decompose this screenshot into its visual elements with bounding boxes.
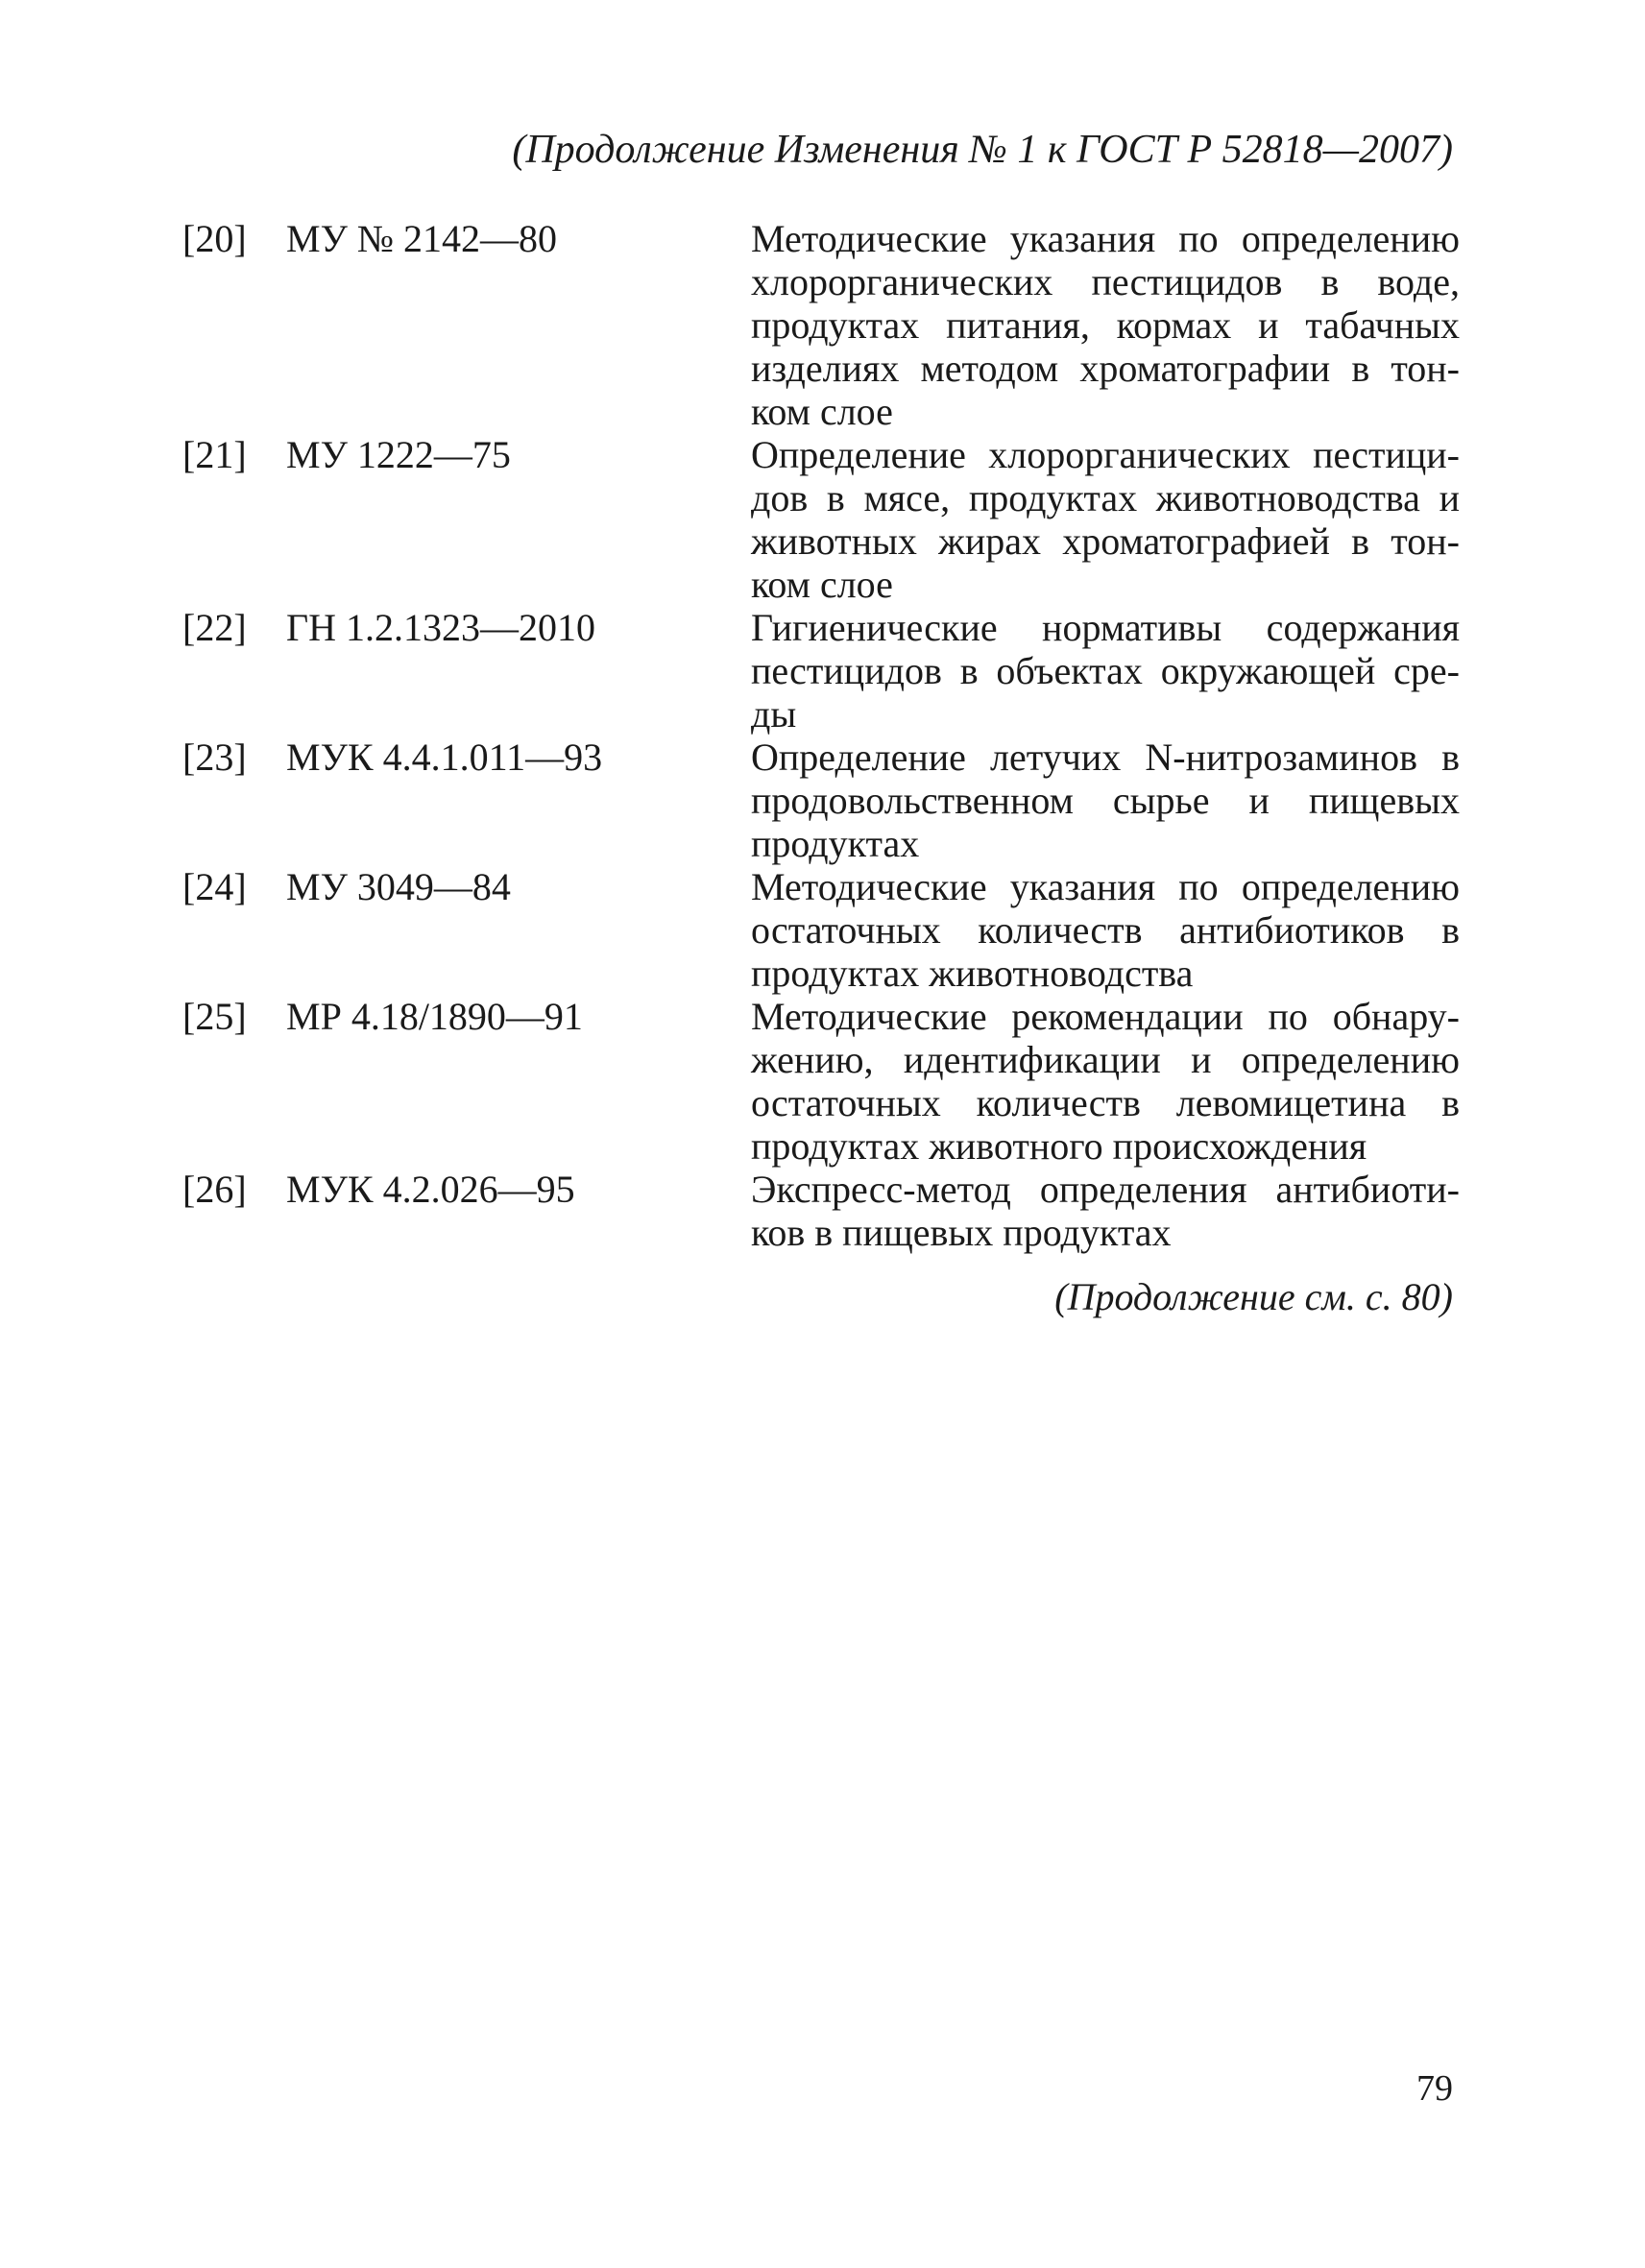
reference-description xyxy=(751,606,1460,736)
reference-number: [25] xyxy=(182,995,247,1038)
description-line: продуктах животноводства xyxy=(751,952,1194,995)
reference-number: [26] xyxy=(182,1168,247,1211)
description-line: жению, идентификации и определению xyxy=(751,1038,1460,1081)
reference-item-21 xyxy=(182,433,1460,606)
reference-list xyxy=(182,217,1460,1254)
description-line: Определение летучих N-нитрозаминов в xyxy=(751,736,1460,779)
reference-description xyxy=(751,736,1460,865)
description-line: Определение хлорорганических пестици- xyxy=(751,433,1460,476)
description-line: Экспресс-метод определения антибиоти- xyxy=(751,1168,1460,1211)
reference-code: МУК 4.2.026—95 xyxy=(286,1168,575,1211)
reference-number: [23] xyxy=(182,736,247,779)
description-line: пестицидов в объектах окружающей сре- xyxy=(751,649,1460,692)
description-line: ком слое xyxy=(751,563,893,606)
description-line: продуктах xyxy=(751,822,920,865)
reference-number: [22] xyxy=(182,606,247,649)
reference-code: МУ 3049—84 xyxy=(286,865,511,908)
page-header: (Продолжение Изменения № 1 к ГОСТ Р 52818—2007) xyxy=(512,128,1453,172)
reference-item-24 xyxy=(182,865,1460,995)
page-number: 79 xyxy=(1416,2068,1453,2109)
continuation-note: (Продолжение см. с. 80) xyxy=(1054,1275,1453,1318)
description-line: продовольственном сырье и пищевых xyxy=(751,779,1460,822)
reference-code: МУ 1222—75 xyxy=(286,433,511,476)
reference-item-23 xyxy=(182,736,1460,865)
description-line: остаточных количеств антибиотиков в xyxy=(751,908,1460,952)
reference-item-20 xyxy=(182,217,1460,433)
reference-code: МУ № 2142—80 xyxy=(286,217,558,260)
description-line: Методические указания по определению xyxy=(751,865,1460,908)
reference-description xyxy=(751,1168,1460,1254)
description-line: ков в пищевых продуктах xyxy=(751,1211,1172,1254)
description-line: ды xyxy=(751,692,797,736)
reference-item-22 xyxy=(182,606,1460,736)
description-line: Гигиенические нормативы содержания xyxy=(751,606,1460,649)
description-line: Методические рекомендации по обнару- xyxy=(751,995,1460,1038)
description-line: ком слое xyxy=(751,390,893,433)
reference-number: [21] xyxy=(182,433,247,476)
reference-description xyxy=(751,995,1460,1168)
reference-number: [24] xyxy=(182,865,247,908)
description-line: хлорорганических пестицидов в воде, xyxy=(751,260,1460,303)
reference-item-25 xyxy=(182,995,1460,1168)
description-line: дов в мясе, продуктах животноводства и xyxy=(751,476,1460,519)
reference-description xyxy=(751,865,1460,995)
reference-number: [20] xyxy=(182,217,247,260)
reference-description xyxy=(751,433,1460,606)
description-line: остаточных количеств левомицетина в xyxy=(751,1081,1460,1124)
reference-description xyxy=(751,217,1460,433)
description-line: изделиях методом хроматографии в тон- xyxy=(751,347,1460,390)
description-line: Методические указания по определению xyxy=(751,217,1460,260)
description-line: животных жирах хроматографией в тон- xyxy=(751,519,1460,563)
reference-item-26 xyxy=(182,1168,1460,1254)
reference-code: МР 4.18/1890—91 xyxy=(286,995,583,1038)
reference-code: ГН 1.2.1323—2010 xyxy=(286,606,596,649)
reference-code: МУК 4.4.1.011—93 xyxy=(286,736,603,779)
description-line: продуктах питания, кормах и табачных xyxy=(751,303,1460,347)
description-line: продуктах животного происхождения xyxy=(751,1124,1367,1168)
